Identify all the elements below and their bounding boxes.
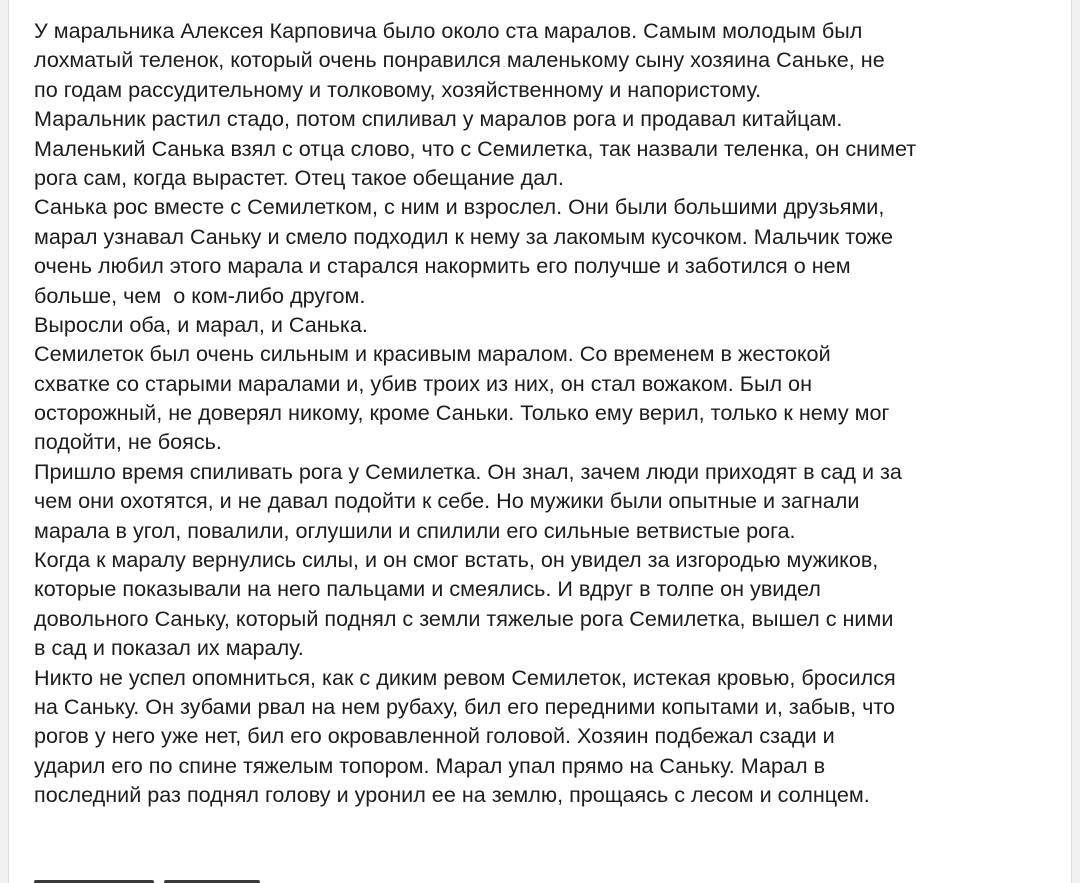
- text-line: марала в угол, повалили, оглушили и спилили его сильные ветвистые рога.: [34, 517, 796, 543]
- text-line: в сад и показал их маралу.: [34, 635, 304, 661]
- text-line: схватке со старыми маралами и, убив троих из них, он стал вожаком. Был он: [34, 370, 812, 396]
- text-line: очень любил этого марала и старался накормить его получше и заботился о нем: [34, 253, 851, 279]
- text-line: рогов у него уже нет, бил его окровавленной головой. Хозяин подбежал сзади и: [34, 723, 835, 749]
- text-line: Никто не успел опомниться, как с диким ревом Семилеток, истекая кровью, бросился: [34, 664, 896, 690]
- text-line: подойти, не боясь.: [34, 429, 222, 455]
- text-line: рога сам, когда вырастет. Отец такое обещание дал.: [34, 164, 564, 190]
- text-line: У маральника Алексея Карповича было около ста маралов. Самым молодым был: [34, 18, 863, 43]
- text-line: Санька рос вместе с Семилетком, с ним и взрослел. Они были большими друзьями,: [34, 194, 885, 220]
- text-line: Маленький Санька взял с отца слово, что с Семилетка, так назвали теленка, он снимет: [34, 135, 917, 161]
- text-line: Маральник растил стадо, потом спиливал у маралов рога и продавал китайцам.: [34, 106, 843, 132]
- text-line: марал узнавал Саньку и смело подходил к нему за лакомым кусочком. Мальчик тоже: [34, 223, 894, 249]
- text-line: последний раз поднял голову и уронил ее на землю, прощаясь с лесом и солнцем.: [34, 782, 870, 808]
- right-frame-border: [1071, 0, 1080, 883]
- text-line: лохматый теленок, который очень понравился маленькому сыну хозяина Саньке, не: [34, 47, 885, 73]
- text-line: осторожный, не доверял никому, кроме Саньки. Только ему верил, только к нему мог: [34, 400, 890, 426]
- cropped-next-line: [34, 872, 274, 883]
- text-line: ударил его по спине тяжелым топором. Марал упал прямо на Саньку. Марал в: [34, 752, 826, 778]
- text-line: Пришло время спиливать рога у Семилетка. Он знал, зачем люди приходят в сад и за: [34, 458, 902, 484]
- text-line: Когда к маралу вернулись силы, и он смог встать, он увидел за изгородью мужиков,: [34, 547, 879, 573]
- text-line: Семилеток был очень сильным и красивым маралом. Со временем в жестокой: [34, 341, 831, 367]
- story-text: [34, 16, 1064, 810]
- text-line: довольного Саньку, который поднял с земли тяжелые рога Семилетка, вышел с ними: [34, 605, 894, 631]
- text-line: больше, чем о ком-либо другом.: [34, 282, 366, 308]
- left-frame-border: [0, 0, 9, 883]
- text-line: Выросли оба, и марал, и Санька.: [34, 311, 368, 337]
- text-line: чем они охотятся, и не давал подойти к себе. Но мужики были опытные и загнали: [34, 488, 860, 514]
- text-line: на Саньку. Он зубами рвал на нем рубаху, бил его передними копытами и, забыв, что: [34, 693, 896, 719]
- text-line: по годам рассудительному и толковому, хозяйственному и напористому.: [34, 76, 762, 102]
- text-line: которые показывали на него пальцами и смеялись. И вдруг в толпе он увидел: [34, 576, 821, 602]
